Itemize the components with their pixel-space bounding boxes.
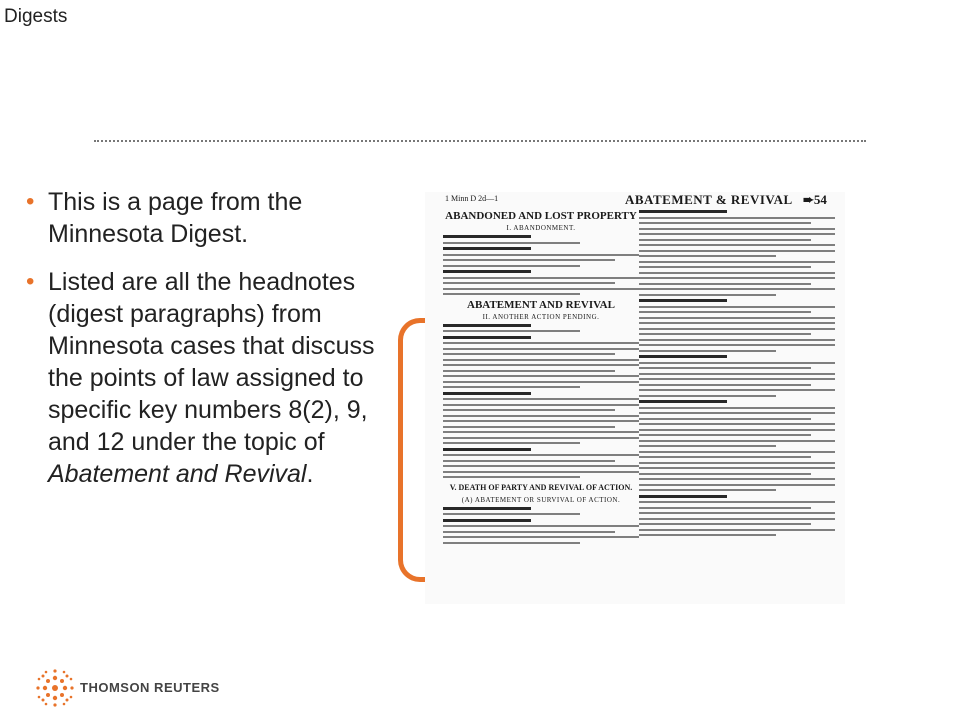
bullet-dot-icon: • — [26, 188, 35, 215]
logo-mark-icon — [36, 669, 74, 707]
running-head-left: 1 Minn D 2d—1 — [445, 194, 499, 203]
digest-text-block — [639, 210, 835, 536]
digest-text-block — [443, 324, 639, 479]
running-head-title: ABATEMENT & REVIVAL — [625, 192, 793, 207]
bullet-list — [26, 186, 396, 506]
digest-text-block — [443, 507, 639, 544]
dotted-divider — [94, 140, 866, 142]
digest-page-image — [425, 192, 845, 604]
digest-subheading: (A) ABATEMENT OR SURVIVAL OF ACTION. — [461, 495, 621, 504]
bullet-text: Listed are all the headnotes (digest paragraphs) from Minnesota cases that discuss the points of law assigned to specific key numbers 8(2), 9, and 12 under the topic of — [48, 268, 375, 456]
digest-column-right — [639, 210, 835, 602]
digest-text-block — [443, 235, 639, 295]
digest-subheading: I. ABANDONMENT. — [506, 224, 576, 232]
digest-column-left — [443, 210, 639, 602]
running-head-key: ➨54 — [803, 192, 827, 207]
digest-heading: ABATEMENT AND REVIVAL — [467, 298, 615, 311]
bullet-item — [26, 186, 396, 250]
bullet-text: This is a page from the Minnesota Digest. — [48, 188, 303, 248]
digest-heading: V. DEATH OF PARTY AND REVIVAL OF ACTION. — [449, 482, 633, 492]
bullet-text-end: . — [306, 460, 314, 488]
section-title: Digests — [4, 6, 68, 27]
digest-subheading: II. ANOTHER ACTION PENDING. — [482, 312, 600, 321]
logo-text: THOMSON REUTERS — [80, 680, 220, 695]
digest-heading: ABANDONED AND LOST PROPERTY — [445, 210, 637, 222]
thomson-reuters-logo — [36, 665, 266, 711]
bullet-dot-icon: • — [26, 268, 35, 295]
topic-name: Abatement and Revival — [48, 460, 307, 488]
bullet-item — [26, 266, 396, 490]
